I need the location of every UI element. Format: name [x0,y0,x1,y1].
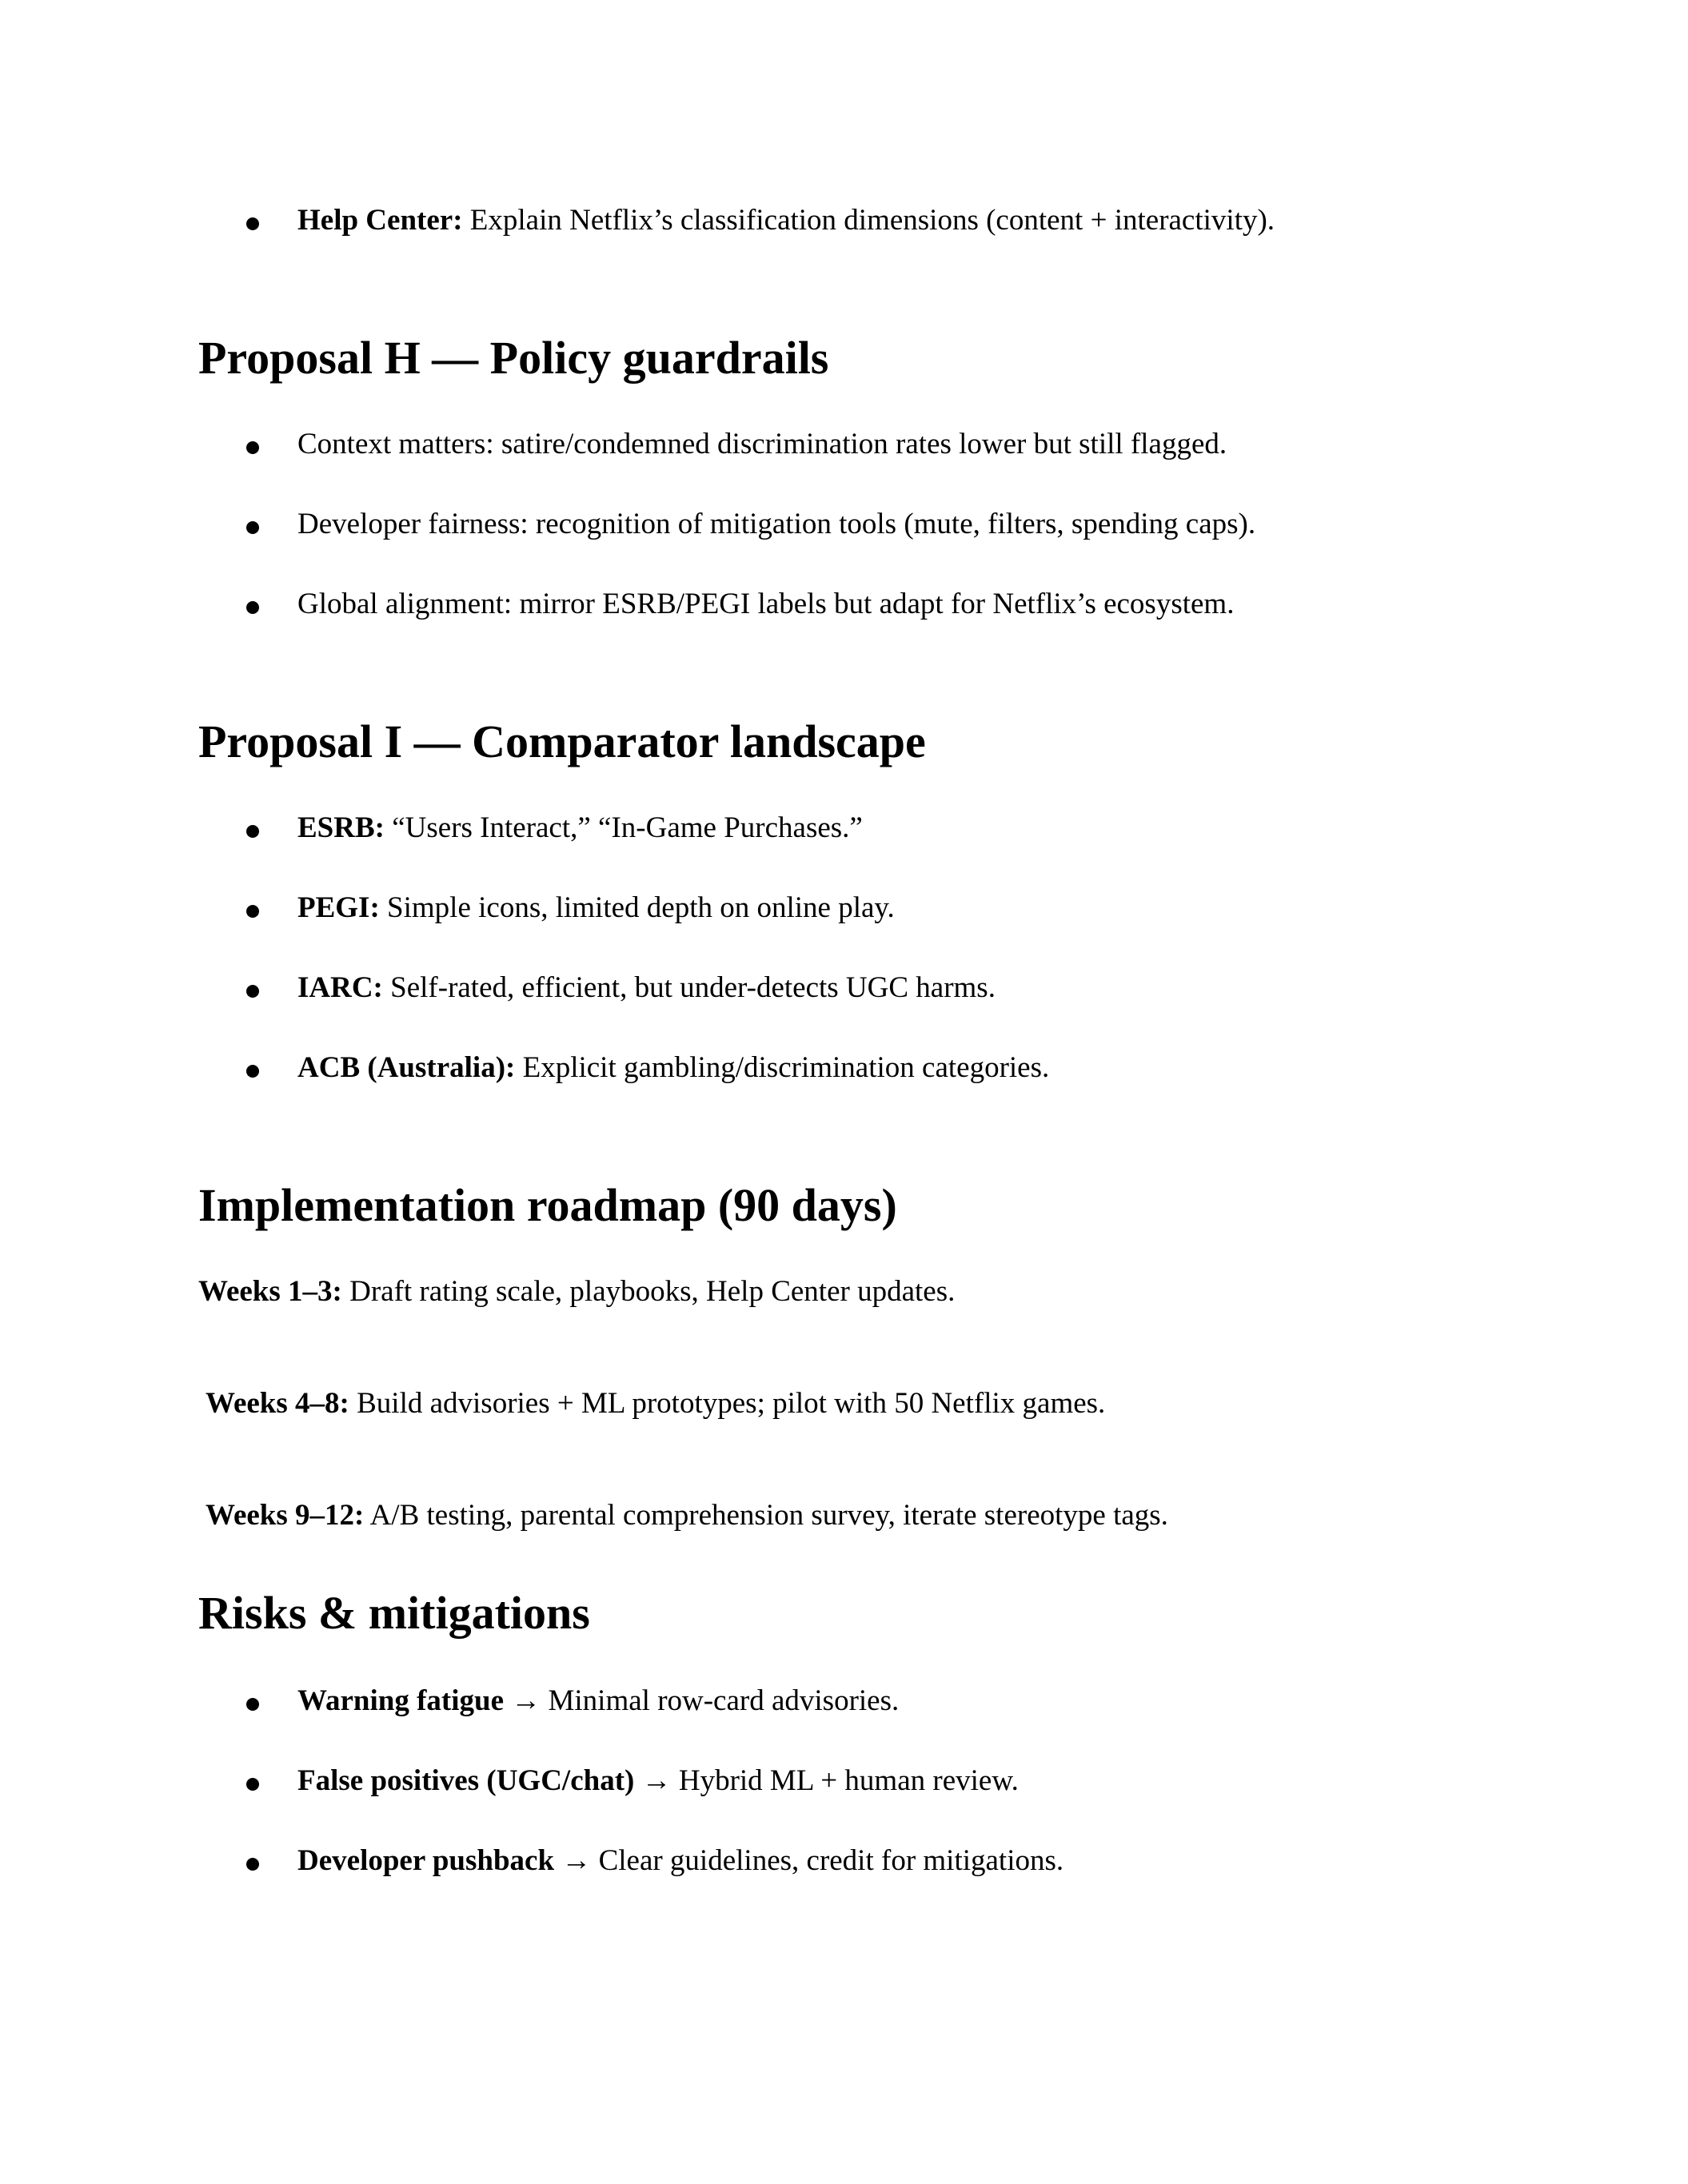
list-item-text: Context matters: satire/condemned discrimination rates lower but still flagged. [297,428,1227,460]
list-item-text: Developer fairness: recognition of mitigation tools (mute, filters, spending caps). [297,508,1256,540]
list-item-text: Help Center: Explain Netflix’s classification dimensions (content + interactivity). [297,204,1275,237]
bullet-icon [246,1698,259,1711]
bullet-icon [246,601,259,614]
roadmap-row: Weeks 1–3: Draft rating scale, playbooks, Help Center updates. [198,1275,956,1308]
list-item-text: Global alignment: mirror ESRB/PEGI labels but adapt for Netflix’s ecosystem. [297,588,1235,620]
bullet-icon [246,825,259,838]
list-item-text: False positives (UGC/chat) → Hybrid ML + human review. [297,1764,1019,1797]
list-item-text: ESRB: “Users Interact,” “In-Game Purchases.” [297,811,863,844]
list-item-text: Warning fatigue → Minimal row-card advisories. [297,1684,900,1717]
section-heading: Proposal H — Policy guardrails [198,332,829,384]
list-item-text: PEGI: Simple icons, limited depth on online play. [297,891,895,924]
section-heading: Proposal I — Comparator landscape [198,715,926,767]
list-item-text: Developer pushback → Clear guidelines, credit for mitigations. [297,1844,1064,1877]
section-heading: Risks & mitigations [198,1587,590,1639]
roadmap-row: Weeks 4–8: Build advisories + ML prototypes; pilot with 50 Netflix games. [206,1387,1106,1420]
bullet-icon [246,441,259,454]
list-item-text: IARC: Self-rated, efficient, but under-detects UGC harms. [297,971,996,1004]
list-item-text: ACB (Australia): Explicit gambling/discrimination categories. [297,1051,1050,1084]
bullet-icon [246,217,259,230]
section-heading: Implementation roadmap (90 days) [198,1179,897,1231]
bullet-icon [246,985,259,998]
bullet-icon [246,1065,259,1078]
bullet-icon [246,521,259,534]
bullet-icon [246,1778,259,1791]
roadmap-row: Weeks 9–12: A/B testing, parental comprehension survey, iterate stereotype tags. [206,1499,1168,1532]
bullet-icon [246,905,259,918]
bullet-icon [246,1858,259,1871]
